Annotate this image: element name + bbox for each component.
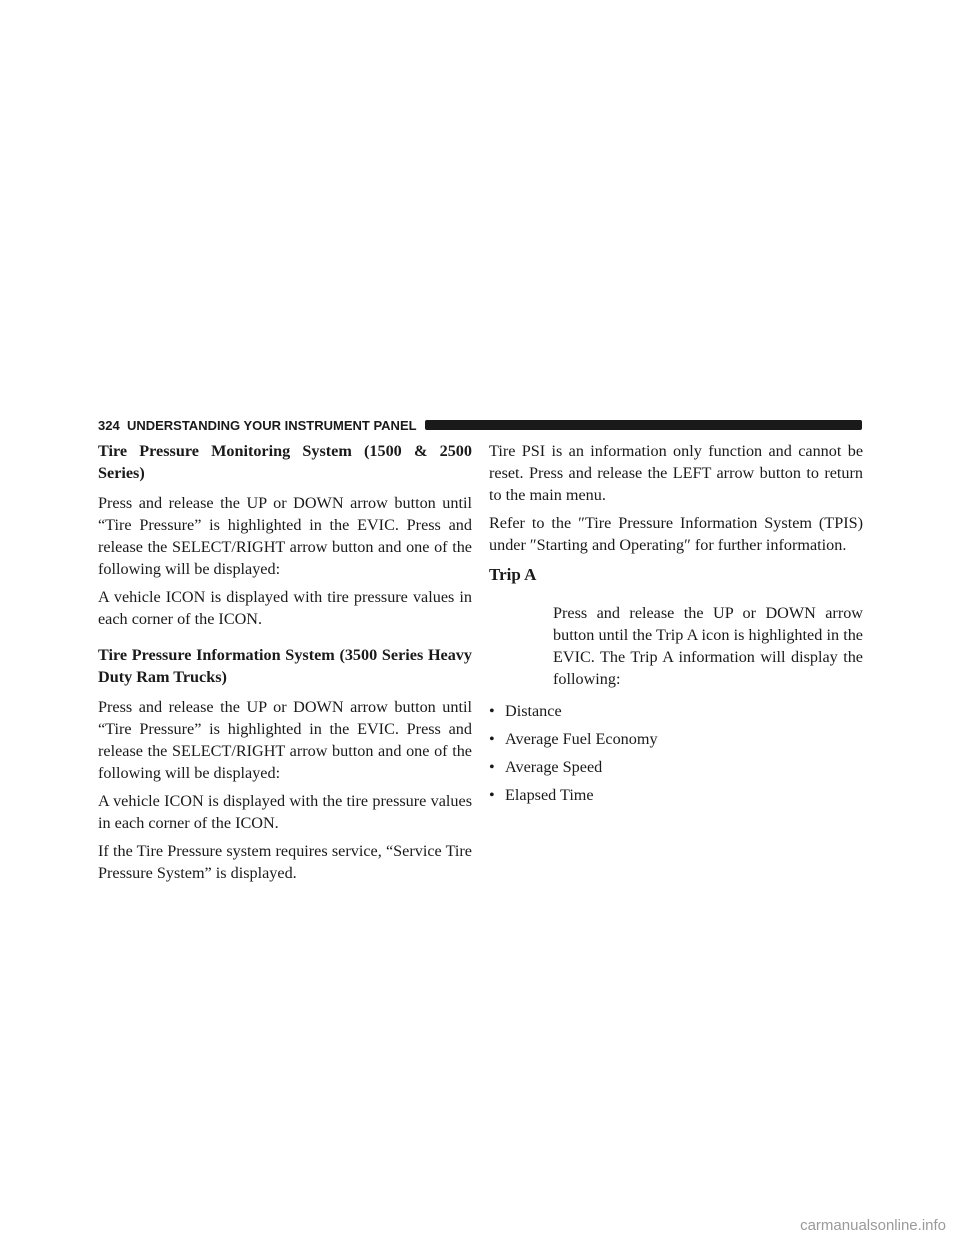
heading-tpis-3500: Tire Pressure Information System (3500 Series Heavy Duty Ram Trucks) xyxy=(98,646,472,686)
watermark-text: carmanualsonline.info xyxy=(800,1217,946,1234)
paragraph: Press and release the UP or DOWN arrow button until “Tire Pressure” is highlighted in the EVIC. Press and release the SELECT/RIGHT arrow button and one of the following will be displayed: xyxy=(98,698,472,782)
list-item xyxy=(489,700,863,722)
paragraph: Refer to the ″Tire Pressure Information System (TPIS) under ″Starting and Operating″ for further information. xyxy=(489,514,863,554)
header-rule xyxy=(425,420,862,430)
trip-a-heading: Trip A xyxy=(489,565,537,584)
bullet-icon: • xyxy=(489,786,495,804)
list-item-label: Distance xyxy=(505,702,562,720)
left-column xyxy=(98,440,472,890)
list-item-label: Elapsed Time xyxy=(505,786,594,804)
trip-a-description: Press and release the UP or DOWN arrow button until the Trip A icon is highlighted in the EVIC. The Trip A information will display the following: xyxy=(553,604,863,688)
list-item xyxy=(489,756,863,778)
list-item xyxy=(489,784,863,806)
page-number-label xyxy=(98,418,417,433)
paragraph: If the Tire Pressure system requires service, “Service Tire Pressure System” is displayed. xyxy=(98,842,472,882)
section-title: UNDERSTANDING YOUR INSTRUMENT PANEL xyxy=(126,417,417,433)
heading-tpms-1500-2500: Tire Pressure Monitoring System (1500 & 2500 Series) xyxy=(98,442,472,482)
bullet-icon: • xyxy=(489,702,495,720)
list-item xyxy=(489,728,863,750)
list-item-label: Average Fuel Economy xyxy=(505,730,658,748)
page-number: 324 xyxy=(98,417,120,433)
paragraph: Press and release the UP or DOWN arrow button until “Tire Pressure” is highlighted in the EVIC. Press and release the SELECT/RIGHT arrow button and one of the following will be displayed: xyxy=(98,494,472,578)
right-column xyxy=(489,440,863,812)
paragraph: A vehicle ICON is displayed with tire pressure values in each corner of the ICON. xyxy=(98,588,472,628)
paragraph: Tire PSI is an information only function and cannot be reset. Press and release the LEFT arrow button to return to the main menu. xyxy=(489,442,863,504)
trip-a-list xyxy=(489,700,863,806)
page-header xyxy=(98,414,862,436)
paragraph: A vehicle ICON is displayed with the tire pressure values in each corner of the ICON. xyxy=(98,792,472,832)
bullet-icon: • xyxy=(489,758,495,776)
list-item-label: Average Speed xyxy=(505,758,603,776)
bullet-icon: • xyxy=(489,730,495,748)
